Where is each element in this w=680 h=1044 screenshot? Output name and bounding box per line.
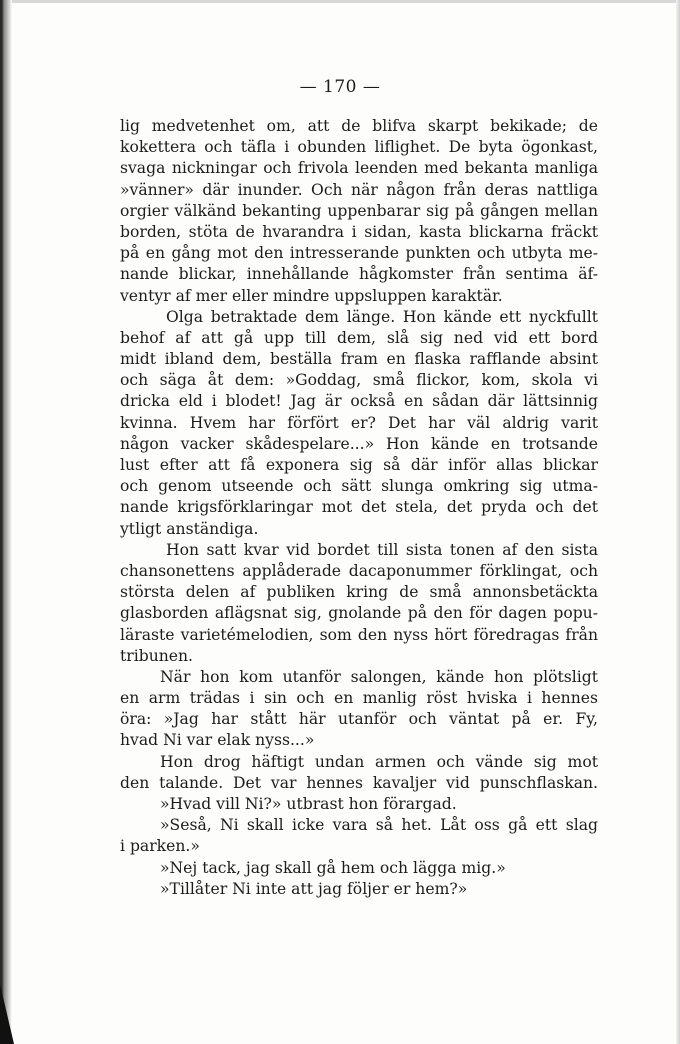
text-line: svaga nickningar och frivola leenden med bekanta manliga	[120, 159, 598, 178]
text-line: nande krigsförklaringar mot det stela, det pryda och det	[120, 498, 598, 517]
text-line: någon vacker skådespelare...» Hon kände en trotsande	[120, 434, 598, 453]
text-line: »vänner» där inunder. Och när någon från deras nattliga	[120, 180, 598, 199]
text-line: en arm trädas i sin och en manlig röst hviska i hennes	[120, 689, 598, 708]
text-line: Hon satt kvar vid bordet till sista tonen af den sista	[166, 540, 598, 559]
text-line: Hon drog häftigt undan armen och vände sig mot	[160, 752, 598, 771]
text-line: »Seså, Ni skall icke vara så het. Låt oss gå ett slag	[160, 816, 598, 835]
text-line: och säga åt dem: »Goddag, små flickor, kom, skola vi	[120, 371, 598, 390]
text-line: borden, stöta de hvarandra i sidan, kasta blickarna fräckt	[120, 222, 598, 241]
text-line: »Nej tack, jag skall gå hem och lägga mig.»	[160, 858, 506, 877]
body-text	[120, 116, 598, 900]
text-line: på en gång mot den intresserande punkten och utbyta me-	[120, 244, 598, 263]
text-line: orgier välkänd bekanting uppenbarar sig på gången mellan	[120, 201, 598, 220]
text-line: »Hvad vill Ni?» utbrast hon förargad.	[160, 795, 457, 813]
text-line: chansonettens applåderade dacaponummer förklingat, och	[120, 561, 598, 580]
text-line: När hon kom utanför salongen, kände hon plötsligt	[160, 667, 598, 686]
text-line: största delen af publiken kring de små annonsbetäckta	[120, 583, 598, 602]
text-line: behof af att gå upp till dem, slå sig ned vid ett bord	[120, 328, 598, 347]
scan-corner-shadow	[0, 984, 14, 1044]
text-line: lust efter att få exponera sig så där inför allas blickar	[120, 456, 598, 474]
text-line: kvinna. Hvem har förfört er? Det har väl aldrig varit	[120, 413, 598, 432]
text-line: i parken.»	[120, 837, 200, 856]
text-line: Olga betraktade dem länge. Hon kände ett nyckfullt	[166, 307, 598, 326]
text-line: glasborden aflägsnat sig, gnolande på den för dagen popu-	[120, 604, 598, 623]
text-line: och genom utseende och sätt slunga omkring sig utma-	[120, 477, 598, 496]
page-number: — 170 —	[299, 77, 381, 97]
text-line: »Tillåter Ni inte att jag följer er hem?»	[160, 879, 468, 898]
text-line: den talande. Det var hennes kavaljer vid punschflaskan.	[120, 773, 598, 792]
text-line: öra: »Jag har stått här utanför och väntat på er. Fy,	[120, 710, 598, 729]
text-line: läraste varietémelodien, som den nyss hört föredragas från	[120, 625, 598, 644]
text-line: dricka eld i blodet! Jag är också en sådan där lättsinnig	[120, 392, 598, 411]
text-line: lig medvetenhet om, att de blifva skarpt bekikade; de	[120, 117, 598, 135]
scan-edge-right	[676, 0, 680, 1044]
text-line: midt ibland dem, beställa fram en flaska rafflande absint	[120, 350, 598, 369]
text-line: nande blickar, innehållande hågkomster från sentima äf-	[120, 265, 598, 284]
text-line: ventyr af mer eller mindre uppsluppen karaktär.	[120, 286, 503, 305]
text-line: kokettera och täfla i obunden liflighet. De byta ögonkast,	[120, 138, 598, 157]
text-line: tribunen.	[120, 646, 194, 665]
scan-edge-top	[0, 0, 680, 3]
text-line: ytligt anständiga.	[120, 519, 259, 538]
scan-edge-left	[0, 0, 12, 1044]
text-line: hvad Ni var elak nyss...»	[120, 731, 315, 750]
